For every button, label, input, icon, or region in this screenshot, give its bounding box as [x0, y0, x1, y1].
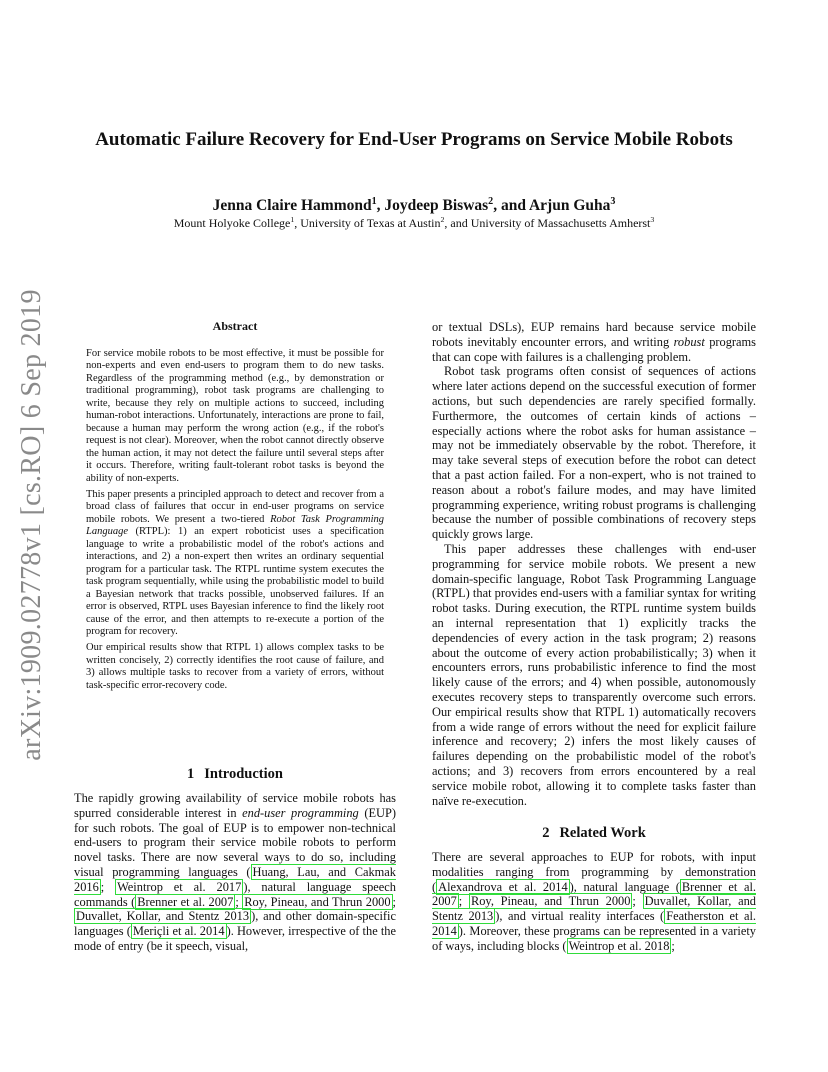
affiliation-mark: 2: [440, 215, 445, 224]
section-number: 2: [542, 825, 550, 841]
related-work-paragraph: There are several approaches to EUP for robots, with input modalities ranging from programming by demonstration ( Alexandrova et al. 2014 ), natural language ( Brenner et al. 2007 ; Roy, Pineau, and Thrun 2000 ; Duvallet, Kollar, and Stentz 2013 ), and virtual reality interfaces ( Featherston et al. 2014 ). Moreover, these programs can be represented in a variety of ways, including blocks ( Weintrop et al. 2018 ;: [432, 850, 756, 953]
affiliation-name: University of Texas at Austin: [300, 216, 441, 230]
body-paragraph: Robot task programs often consist of sequences of actions where later actions depend on the successful execution of former actions, but such dependencies are rarely specified formally. Furthermore, the outcomes of certain kinds of actions – especially actions where the robot asks for human assistance – may not be immediately observable by the robot. Therefore, it may take several steps of execution before the robot can detect that a past action failed. For a non-expert, who is not trained to reason about a robot's failure modes, and may have limited programming experience, writing robust programs is challenging because the number of possible combinations of recovery steps quickly grows large.: [432, 364, 756, 542]
related-work-body: [432, 850, 756, 954]
section-heading: [74, 766, 396, 783]
affiliation-name: Mount Holyoke College: [173, 216, 291, 230]
section-title: Related Work: [559, 825, 646, 841]
author-affiliation-mark: 1: [371, 195, 377, 207]
author-name: Jenna Claire Hammond: [212, 197, 372, 214]
citation-link[interactable]: Duvallet, Kollar, and Stentz 2013: [76, 909, 250, 924]
citation-link[interactable]: Meriçli et al. 2014: [132, 924, 225, 939]
arxiv-identifier-stamp: [10, 289, 54, 761]
abstract-paragraph: Our empirical results show that RTPL 1) allows complex tasks to be written concisely, 2) correctly identifies the root cause of failure, and 3) allows multiple tasks to recover from a variety of errors, without task-specific error-recovery code.: [86, 642, 384, 691]
section-number: 1: [187, 766, 195, 782]
affiliation-list: Mount Holyoke College$^1$, University of Texas at Austin$^2$, and University of Massachusetts Amherst$^3$: [173, 215, 655, 230]
related-work-section: [432, 825, 756, 842]
citation-link[interactable]: Weintrop et al. 2018: [568, 938, 670, 953]
citation-link[interactable]: Roy, Pineau, and Thrun 2000: [244, 894, 391, 909]
introduction-section: [74, 766, 396, 783]
affiliation-mark: 1: [290, 215, 295, 224]
affiliation-mark: 3: [650, 215, 655, 224]
author-list: Jenna Claire Hammond$^1$, Joydeep Biswas$^2$, and Arjun Guha$^3$: [212, 195, 616, 214]
right-column: [432, 320, 756, 808]
citation-link[interactable]: Alexandrova et al. 2014: [438, 879, 568, 894]
section-heading: [432, 825, 756, 842]
citation-link[interactable]: Brenner et al. 2007: [137, 894, 234, 909]
introduction-paragraph: The rapidly growing availability of service mobile robots has spurred considerable interest in end-user programming (EUP) for such robots. The goal of EUP is to empower non-technical end-users to program their service mobile robots to perform novel tasks. There are now several ways to do so, including visual programming languages ( Huang, Lau, and Cakmak 2016 ; Weintrop et al. 2017 ), natural language speech commands ( Brenner et al. 2007 ; Roy, Pineau, and Thrun 2000 ; Duvallet, Kollar, and Stentz 2013 ), and other domain-specific languages ( Meriçli et al. 2014 ). However, irrespective of the the mode of entry (be it speech, visual,: [74, 791, 397, 953]
body-paragraph: or textual DSLs), EUP remains hard because service mobile robots inevitably encounter errors, and writing robust programs that can cope with failures is a challenging problem.: [432, 320, 756, 364]
abstract-heading: Abstract: [212, 319, 258, 333]
citation-link[interactable]: Weintrop et al. 2017: [117, 879, 242, 894]
paper-title: Automatic Failure Recovery for End-User Programs on Service Mobile Robots: [95, 129, 733, 150]
section-title: Introduction: [204, 766, 283, 782]
citation-link[interactable]: Featherston et al. 2014: [432, 909, 756, 938]
abstract-paragraph: For service mobile robots to be most effective, it must be possible for non-experts and even end-users to program them to do new tasks. Regardless of the programming method (e.g., by demonstration or traditional programming), robot task programs are challenging to write, because they rely on multiple actions to succeed, including human-robot interactions. Unfortunately, interactions are prone to fail, because a human may perform the wrong action (e.g., if the robot's request is not clear). Moreover, when the robot cannot directly observe the human action, it may not detect the failure until several steps after it occurs. Therefore, writing fault-tolerant robot tasks is beyond the ability of non-experts.: [86, 348, 384, 484]
citation-link[interactable]: Brenner et al. 2007: [432, 879, 756, 909]
left-column: [74, 319, 396, 696]
author-name: Joydeep Biswas: [384, 197, 489, 214]
emphasis-text: end-user programming: [242, 805, 359, 820]
author-name: Arjun Guha: [528, 197, 611, 214]
body-paragraph: This paper addresses these challenges with end-user programming for service mobile robots. We present a new domain-specific language, Robot Task Programming Language (RTPL) that provides end-users with a familiar syntax for writing robot tasks. During execution, the RTPL runtime system builds an internal representation that 1) explicitly tracks the dependencies of every action in the task program; 2) reasons about the outcome of every action probabilistically; 3) when it encounters errors, runs probabilistic inference to find the most likely cause of the errors; and 4) when possible, autonomously executes recovery steps to transparently overcome such errors. Our empirical results show that RTPL 1) automatically recovers from a wide range of errors without the need for explicit failure inference and recovery; 2) infers the most likely causes of failures depending on the probabilistic model of the robot's actions; and 3) recovers from errors encountered by a real service mobile robot, allowing it to complete tasks faster than naïve re-execution.: [432, 541, 756, 808]
arxiv-identifier-text: arXiv:1909.02778v1 [cs.RO] 6 Sep 2019: [16, 289, 47, 761]
abstract-body: [74, 348, 396, 692]
author-affiliation-mark: 3: [610, 195, 616, 207]
introduction-body: [74, 791, 396, 954]
author-affiliation-mark: 2: [488, 195, 494, 207]
citation-link[interactable]: Roy, Pineau, and Thrun 2000: [470, 894, 631, 909]
citation-link[interactable]: Duvallet, Kollar, and Stentz 2013: [432, 894, 756, 924]
affiliation-name: University of Massachusetts Amherst: [470, 216, 651, 230]
emphasis-text: robust: [673, 334, 705, 349]
abstract-paragraph: This paper presents a principled approach to detect and recover from a broad class of failures that occur in end-user programs on service mobile robots. We present a two-tiered Robot Task Programming Language (RTPL): 1) an expert roboticist uses a specification language to write a probabilistic model of the robot's actions and interactions, and 2) a non-expert then writes an ordinary sequential program for a particular task. The RTPL runtime system executes the task program sequentially, while using the probabilistic model to build a Bayesian network that tracks possible, unobserved failures. If an error is observed, RTPL uses Bayesian inference to find the likely root cause of the error, and then attempts to re-execute a portion of the program for recovery.: [86, 488, 384, 637]
emphasis-text: Robot Task Programming Language: [86, 513, 384, 538]
citation-link[interactable]: Huang, Lau, and Cakmak 2016: [74, 864, 396, 894]
